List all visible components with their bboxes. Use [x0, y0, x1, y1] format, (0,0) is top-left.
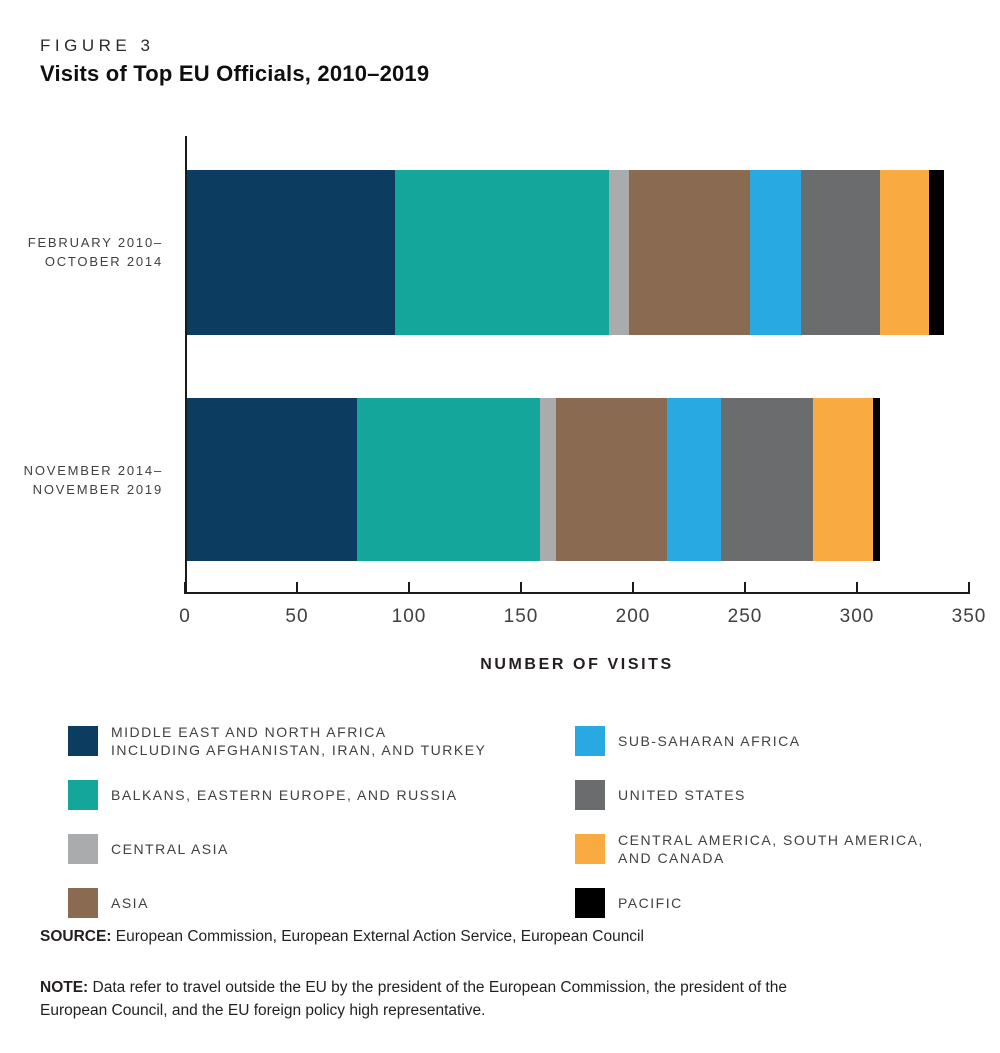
x-axis-tick: [408, 582, 410, 594]
stacked-bar-0: [187, 170, 969, 335]
legend-swatch: [575, 888, 605, 918]
legend-label: CENTRAL AMERICA, SOUTH AMERICA, AND CANADA: [618, 832, 924, 866]
legend-swatch: [68, 888, 98, 918]
x-axis-tick: [296, 582, 298, 594]
bar-segment: [929, 170, 945, 335]
category-label: FEBRUARY 2010– OCTOBER 2014: [27, 235, 163, 269]
x-axis-tick: [184, 582, 186, 594]
legend-label: CENTRAL ASIA: [111, 841, 229, 857]
bar-segment: [813, 398, 873, 561]
x-axis-tick-label: 350: [951, 606, 987, 627]
x-axis-tick: [632, 582, 634, 594]
x-axis-tick: [856, 582, 858, 594]
x-axis-title: NUMBER OF VISITS: [480, 656, 674, 673]
legend-swatch: [575, 834, 605, 864]
legend-item: [575, 714, 995, 768]
legend-swatch: [575, 780, 605, 810]
note-text-line2: European Council, and the EU foreign policy high representative.: [40, 1002, 486, 1019]
figure-number-label: FIGURE 3: [40, 36, 155, 55]
bar-segment: [880, 170, 929, 335]
y-axis-line: [185, 136, 187, 594]
legend-label: MIDDLE EAST AND NORTH AFRICA INCLUDING AFGHANISTAN, IRAN, AND TURKEY: [111, 724, 487, 758]
legend-swatch: [575, 726, 605, 756]
x-axis-tick: [968, 582, 970, 594]
legend-swatch: [68, 780, 98, 810]
x-axis-tick-label: 300: [839, 606, 875, 627]
bar-segment: [187, 398, 357, 561]
bars-container: [187, 136, 969, 594]
legend-column-right: [575, 714, 995, 930]
stacked-bar-1: [187, 398, 969, 561]
bar-segment: [629, 170, 750, 335]
bar-segment: [750, 170, 801, 335]
legend-item: [575, 822, 995, 876]
legend-swatch: [68, 834, 98, 864]
x-axis-line: [185, 592, 969, 594]
bar-segment: [540, 398, 556, 561]
bar-segment: [609, 170, 629, 335]
legend-label: BALKANS, EASTERN EUROPE, AND RUSSIA: [111, 787, 458, 803]
note-line: [40, 976, 855, 1022]
category-label: NOVEMBER 2014– NOVEMBER 2019: [23, 463, 163, 497]
x-axis-tick-label: 150: [503, 606, 539, 627]
legend-label: ASIA: [111, 895, 149, 911]
x-axis-tick-label: 0: [179, 606, 191, 627]
bar-segment: [187, 170, 395, 335]
bar-segment: [395, 170, 609, 335]
legend-column-left: [68, 714, 538, 930]
x-axis-tick: [520, 582, 522, 594]
x-axis-tick-label: 50: [285, 606, 309, 627]
x-axis-tick-label: 200: [615, 606, 651, 627]
x-axis-tick-label: 250: [727, 606, 763, 627]
legend-label: PACIFIC: [618, 895, 683, 911]
legend-item: [68, 876, 538, 930]
bar-segment: [721, 398, 813, 561]
legend-label: SUB-SAHARAN AFRICA: [618, 733, 801, 749]
bar-segment: [801, 170, 879, 335]
bar-segment: [873, 398, 880, 561]
bar-segment: [357, 398, 540, 561]
legend-item: [575, 876, 995, 930]
legend-label: UNITED STATES: [618, 787, 746, 803]
legend-item: [68, 768, 538, 822]
note-text-line1: Data refer to travel outside the EU by the president of the European Commission, the president of the: [92, 979, 787, 996]
legend-item: [68, 714, 538, 768]
legend-item: [575, 768, 995, 822]
note-label: NOTE:: [40, 979, 89, 996]
source-label: SOURCE:: [40, 928, 112, 945]
figure-title: Visits of Top EU Officials, 2010–2019: [40, 61, 430, 86]
bar-segment: [556, 398, 668, 561]
plot-area: [23, 136, 987, 627]
source-line: [40, 928, 644, 946]
legend-item: [68, 822, 538, 876]
x-axis-tick-label: 100: [391, 606, 427, 627]
x-axis-tick: [744, 582, 746, 594]
legend-swatch: [68, 726, 98, 756]
source-text: European Commission, European External Action Service, European Council: [115, 928, 644, 945]
bar-segment: [667, 398, 721, 561]
